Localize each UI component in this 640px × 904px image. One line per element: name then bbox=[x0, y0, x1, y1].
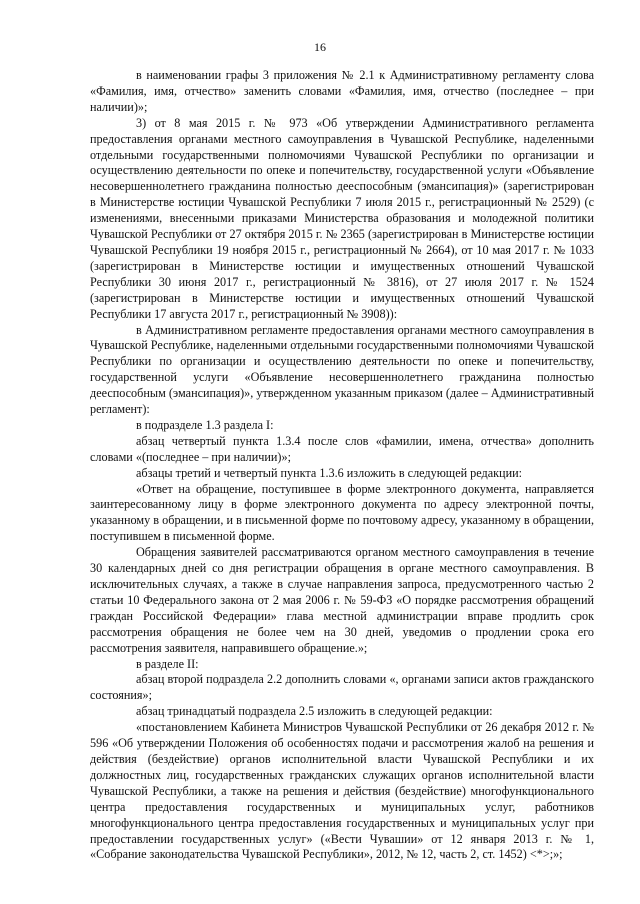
paragraph: 3) от 8 мая 2015 г. № 973 «Об утверждении Административного регламента предоставления органами местного самоуправления в Чувашской Республике, наделенными отдельными государственными полномочиями Чувашской Республики по организации и осуществлению деятельности по опеке и попечительству, государственной услуги «Объявление несовершеннолетнего гражданина полностью дееспособным (эмансипация)» (зарегистрирован в Министерстве юстиции Чувашской Республики 7 июля 2015 г., регистрационный № 2529) (с изменениями, внесенными приказами Министерства образования и молодежной политики Чувашской Республики от 27 октября 2015 г. № 2365 (зарегистрирован в Министерстве юстиции Чувашской Республики 19 ноября 2015 г., регистрационный № 2664), от 10 мая 2017 г. № 1033 (зарегистрирован в Министерстве юстиции и имущественных отношений Чувашской Республики 30 июня 2017 г., регистрационный № 3816), от 27 июля 2017 г. № 1524 (зарегистрирован в Министерстве юстиции и имущественных отношений Чувашской Республики 17 августа 2017 г., регистрационный № 3908)): bbox=[90, 115, 594, 321]
paragraph: «Ответ на обращение, поступившее в форме электронного документа, направляется заинтересованному лицу в форме электронного документа по адресу электронной почты, указанному в обращении, и в письменной форме по почтовому адресу, указанному в обращении, поступившем в письменной форме. bbox=[90, 481, 594, 544]
document-body bbox=[90, 68, 594, 863]
paragraph: абзац четвертый пункта 1.3.4 после слов «фамилии, имена, отчества» дополнить словами «(последнее – при наличии)»; bbox=[90, 433, 594, 464]
paragraph: «постановлением Кабинета Министров Чувашской Республики от 26 декабря 2012 г. № 596 «Об утверждении Положения об особенностях подачи и рассмотрения жалоб на решения и действия (бездействие) органов исполнительной власти Чувашской Республики и их должностных лиц, государственных гражданских служащих органов исполнительной власти Чувашской Республики, а также на решения и действия (бездействие) многофункционального центра предоставления государственных и муниципальных услуг, работников многофункционального центра предоставления государственных и муниципальных услуг при предоставлении государственных услуг» («Вести Чувашии» от 12 января 2013 г. № 1, «Собрание законодательства Чувашской Республики», 2012, № 12, часть 2, ст. 1452) <*>;»; bbox=[90, 720, 594, 862]
paragraph: в разделе II: bbox=[136, 656, 199, 671]
paragraph: Обращения заявителей рассматриваются органом местного самоуправления в течение 30 календарных дней со дня регистрации обращения в органе местного самоуправления. В исключительных случаях, а также в случае направления запроса, предусмотренного частью 2 статьи 10 Федерального закона от 2 мая 2006 г. № 59-ФЗ «О порядке рассмотрения обращений граждан Российской Федерации» глава местной администрации вправе продлить срок рассмотрения обращения не более чем на 30 дней, уведомив о продлении срока его рассмотрения заявителя, направившего обращение.»; bbox=[90, 545, 594, 655]
paragraph: в подразделе 1.3 раздела I: bbox=[136, 417, 274, 432]
page-number: 16 bbox=[314, 40, 326, 54]
paragraph: абзац тринадцатый подраздела 2.5 изложить в следующей редакции: bbox=[136, 704, 493, 719]
paragraph: в наименовании графы 3 приложения № 2.1 к Административному регламенту слова «Фамилия, имя, отчество» заменить словами «Фамилия, имя, отчество (последнее – при наличии)»; bbox=[90, 68, 594, 114]
paragraph: абзацы третий и четвертый пункта 1.3.6 изложить в следующей редакции: bbox=[136, 465, 522, 480]
paragraph: в Административном регламенте предоставления органами местного самоуправления в Чувашской Республике, наделенными отдельными государственными полномочиями Чувашской Республики по организации и осуществлению деятельности по опеке и попечительству, государственной услуги «Объявление несовершеннолетнего гражданина полностью дееспособным (эмансипация)», утвержденном указанным приказом (далее – Административный регламент): bbox=[90, 322, 594, 417]
paragraph: абзац второй подраздела 2.2 дополнить словами «, органами записи актов гражданского состояния»; bbox=[90, 672, 594, 703]
